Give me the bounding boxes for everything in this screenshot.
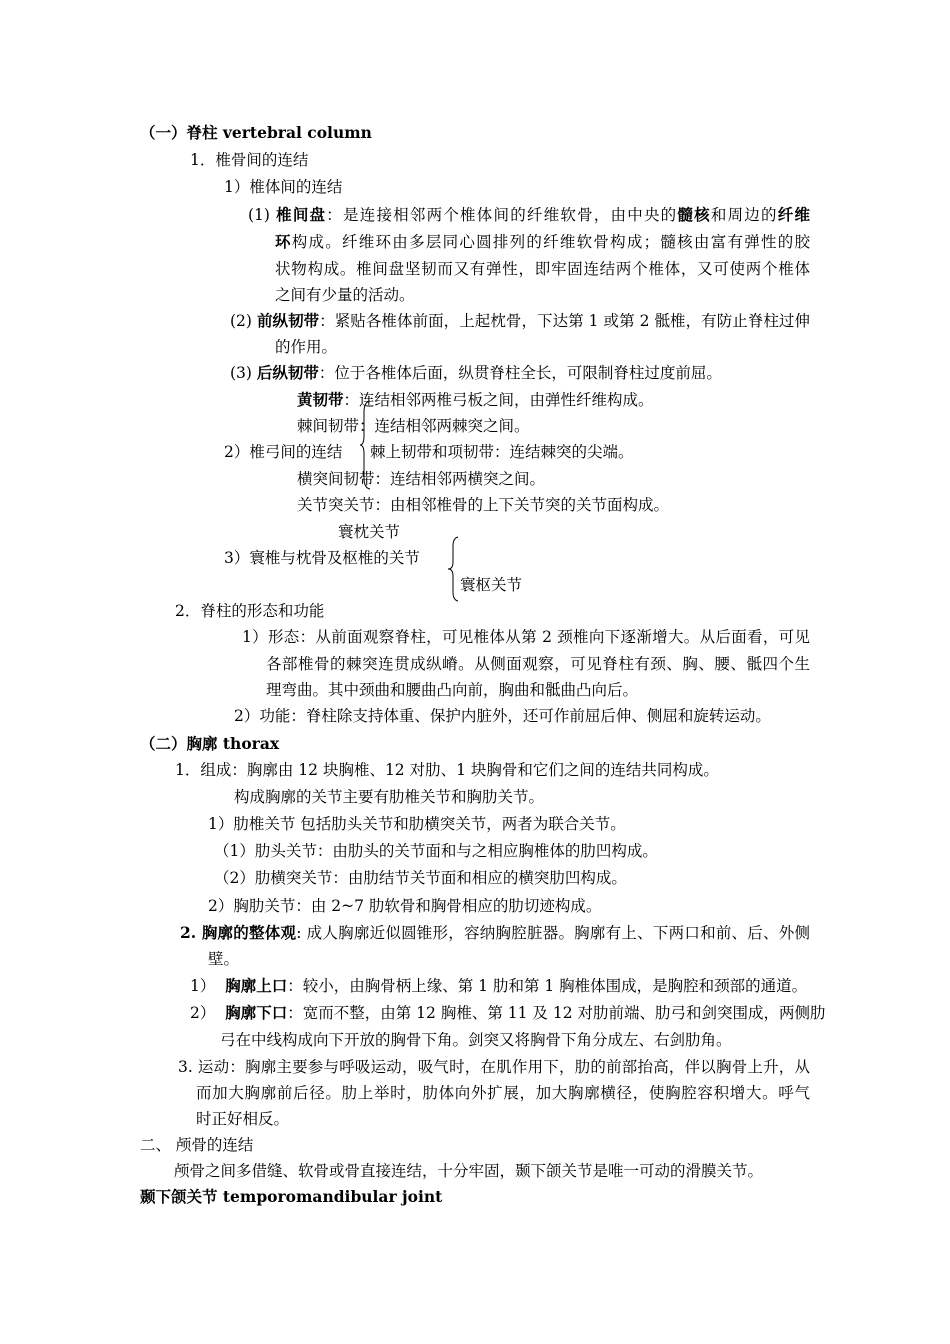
item-supraspinous-ligament: 棘上韧带和项韧带：连结棘突的尖端。 [370,443,634,461]
para-spine-shape-line3: 理弯曲。其中颈曲和腰曲凸向前，胸曲和骶曲凸向后。 [266,681,639,699]
item-costovertebral-joints: 1）肋椎关节 包括肋头关节和肋横突关节，两者为联合关节。 [208,815,626,833]
item-sternocostal-joints: 2）胸肋关节：由 2~7 肋软骨和胸骨相应的肋切迹构成。 [208,897,602,915]
item-intertransverse-ligament: 横突间韧带：连结相邻两横突之间。 [297,470,546,488]
item-inferior-thoracic-aperture: 2） 胸廓下口：宽而不整，由第 12 胸椎、第 11 及 12 对肋前端、肋弓和剑突围成，两侧肋 [190,1003,826,1022]
item-interspinous-ligament: 棘间韧带：连结相邻两棘突之间。 [297,417,530,435]
para-spine-function: 2）功能：脊柱除支持体重、保护内脏外，还可作前屈后伸、侧屈和旋转运动。 [234,707,771,725]
para-intervertebral-disc-line4: 之间有少量的活动。 [275,286,415,304]
curly-brace-arch-joints [359,400,371,490]
item-thorax-composition: 1．组成：胸廓由 12 块胸椎、12 对肋、1 块胸骨和它们之间的连结共同构成。 [175,761,719,779]
section-heading-thorax: （二）胸廓 thorax [140,734,280,753]
para-posterior-longitudinal-ligament: (3) 后纵韧带：位于各椎体后面，纵贯脊柱全长，可限制脊柱过度前屈。 [230,363,722,382]
item-atlanto-occipital-joint: 寰枕关节 [338,523,401,541]
item-thorax-joints-intro: 构成胸廓的关节主要有肋椎关节和胸肋关节。 [234,788,545,806]
curly-brace-atlas-joints [447,536,459,602]
item-thorax-overall-view: 2. 胸廓的整体观: 成人胸廓近似圆锥形，容纳胸腔脏器。胸廓有上、下两口和前、后、外侧 [180,923,811,942]
para-intervertebral-disc-line2: 环构成。纤维环由多层同心圆排列的纤维软骨构成；髓核由富有弹性的胶 [275,232,810,251]
para-anterior-longitudinal-ligament-line2: 的作用。 [275,338,338,356]
para-thorax-movement-line1: 3. 运动：胸廓主要参与呼吸运动，吸气时，在肌作用下，肋的前部抬高，伴以胸骨上升，从 [178,1058,810,1076]
item-costotransverse-joint: （2）肋横突关节：由肋结节关节面和相应的横突肋凹构成。 [214,869,627,887]
item-inferior-thoracic-aperture-line2: 弓在中线构成向下开放的胸骨下角。剑突又将胸骨下角分成左、右剑肋角。 [220,1031,732,1049]
subheading-vertebral-body-joints: 1）椎体间的连结 [224,178,343,196]
para-thorax-movement-line3: 时正好相反。 [196,1110,290,1128]
item-thorax-overall-view-line2: 壁。 [208,950,240,968]
para-intervertebral-disc-line3: 状物构成。椎间盘坚韧而又有弹性，即牢固连结两个椎体，又可使两个椎体 [275,260,810,278]
item-superior-thoracic-aperture: 1） 胸廓上口：较小，由胸骨柄上缘、第 1 肋和第 1 胸椎体围成，是胸腔和颈部的通道。 [190,976,808,995]
para-skull-joints: 颅骨之间多借缝、软骨或骨直接连结，十分牢固，颞下颌关节是唯一可动的滑膜关节。 [174,1162,764,1180]
subheading-vertebral-arch-joints: 2）椎弓间的连结 [224,443,343,461]
para-spine-shape-line2: 各部椎骨的棘突连贯成纵嵴。从侧面观察，可见脊柱有颈、胸、腰、骶四个生 [266,655,810,673]
item-costal-head-joint: （1）肋头关节：由肋头的关节面和与之相应胸椎体的肋凹构成。 [214,842,658,860]
para-anterior-longitudinal-ligament: (2) 前纵韧带：紧贴各椎体前面，上起枕骨，下达第 1 或第 2 骶椎，有防止脊柱过伸 [230,311,810,330]
para-intervertebral-disc-line1: (1) 椎间盘：是连接相邻两个椎体间的纤维软骨，由中央的髓核和周边的纤维 [248,205,810,224]
subheading-spine-shape-function: 2．脊柱的形态和功能 [175,602,325,620]
para-spine-shape-line1: 1）形态：从前面观察脊柱，可见椎体从第 2 颈椎向下逐渐增大。从后面看，可见 [242,628,810,646]
subheading-atlas-joints: 3）寰椎与枕骨及枢椎的关节 [224,549,420,567]
heading-temporomandibular-joint: 颞下颌关节 temporomandibular joint [140,1187,443,1206]
para-thorax-movement-line2: 而加大胸廓前后径。肋上举时，肋体向外扩展，加大胸廓横径，使胸腔容积增大。呼气 [196,1084,810,1102]
section-heading-skull-joints: 二、 颅骨的连结 [140,1136,254,1154]
item-ligamentum-flavum: 黄韧带：连结相邻两椎弓板之间，由弹性纤维构成。 [297,390,654,409]
item-atlanto-axial-joint: 寰枢关节 [460,576,523,594]
subheading-intervertebral-joints: 1．椎骨间的连结 [190,151,309,169]
section-heading-vertebral-column: （一）脊柱 vertebral column [140,123,372,142]
item-zygapophysial-joint: 关节突关节：由相邻椎骨的上下关节突的关节面构成。 [297,496,670,514]
